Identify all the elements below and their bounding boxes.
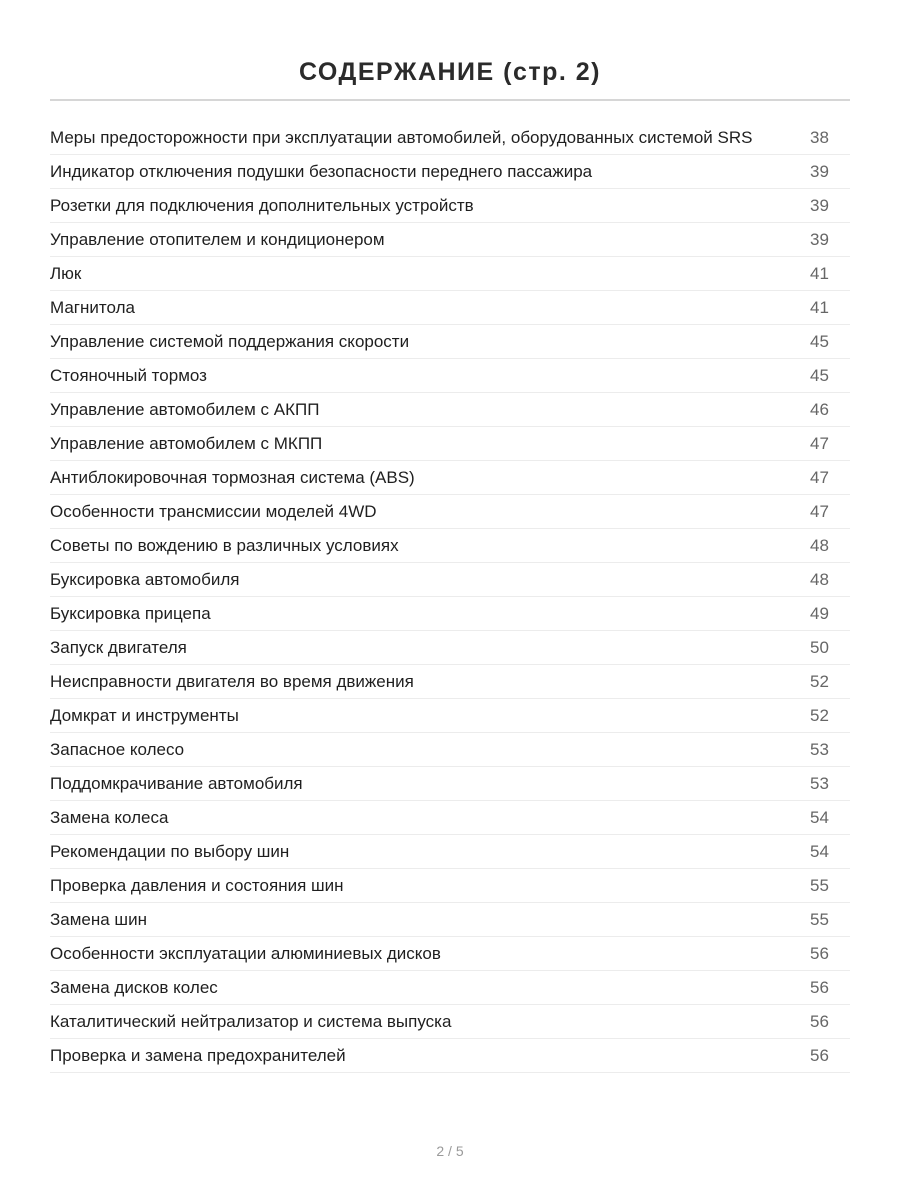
toc-entry-label: Антиблокировочная тормозная система (ABS) [50,468,415,487]
title-divider [50,99,850,101]
toc-entry-label: Замена дисков колес [50,978,218,997]
toc-entry-page-number: 39 [810,230,829,249]
toc-entry-label: Розетки для подключения дополнительных устройств [50,196,474,215]
toc-entry-page-number: 53 [810,774,829,793]
toc-entry-page-number: 54 [810,842,829,861]
toc-entry-label: Особенности эксплуатации алюминиевых дисков [50,944,441,963]
toc-entry-label: Управление автомобилем с МКПП [50,434,323,453]
toc-entry-page-number: 39 [810,196,829,215]
toc-entry[interactable] [50,631,850,665]
toc-entry-label: Советы по вождению в различных условиях [50,536,399,555]
toc-entry-page-number: 39 [810,162,829,181]
toc-entry-page-number: 38 [810,128,829,147]
toc-entry-page-number: 49 [810,604,829,623]
toc-entry[interactable] [50,223,850,257]
toc-entry-page-number: 52 [810,672,829,691]
toc-entry-label: Стояночный тормоз [50,366,207,385]
toc-entry-page-number: 55 [810,876,829,895]
toc-entry-label: Неисправности двигателя во время движения [50,672,414,691]
toc-entry-label: Домкрат и инструменты [50,706,239,725]
toc-entry-page-number: 41 [810,298,829,317]
toc-entry-page-number: 45 [810,366,829,385]
toc-entry-label: Поддомкрачивание автомобиля [50,774,303,793]
toc-entry-label: Управление отопителем и кондиционером [50,230,385,249]
toc-entry-page-number: 56 [810,1046,829,1065]
toc-entry-label: Магнитола [50,298,135,317]
toc-entry[interactable] [50,121,850,155]
toc-entry-page-number: 52 [810,706,829,725]
toc-entry[interactable] [50,903,850,937]
toc-entry-label: Особенности трансмиссии моделей 4WD [50,502,377,521]
toc-entry[interactable] [50,733,850,767]
toc-entry-page-number: 48 [810,570,829,589]
toc-entry[interactable] [50,325,850,359]
toc-entry-page-number: 56 [810,978,829,997]
toc-entry[interactable] [50,393,850,427]
toc-entry[interactable] [50,495,850,529]
toc-entry[interactable] [50,801,850,835]
toc-entry[interactable] [50,869,850,903]
toc-entry-label: Замена шин [50,910,147,929]
toc-entry[interactable] [50,427,850,461]
toc-entry-label: Рекомендации по выбору шин [50,842,290,861]
page-indicator: 2 / 5 [436,1143,464,1159]
toc-entry-label: Проверка и замена предохранителей [50,1046,346,1065]
toc-entry[interactable] [50,937,850,971]
toc-entry-label: Запуск двигателя [50,638,187,657]
toc-entry-page-number: 56 [810,944,829,963]
toc-entry-page-number: 54 [810,808,829,827]
toc-entry-page-number: 47 [810,502,829,521]
toc-entry[interactable] [50,155,850,189]
page-title: СОДЕРЖАНИЕ (стр. 2) [298,57,602,86]
toc-entry[interactable] [50,257,850,291]
toc-entry[interactable] [50,461,850,495]
toc-entry[interactable] [50,1039,850,1073]
toc-entry-label: Люк [50,264,82,283]
toc-entry-label: Запасное колесо [50,740,185,759]
toc-entry-page-number: 47 [810,434,829,453]
table-of-contents [50,121,850,1073]
toc-entry-page-number: 56 [810,1012,829,1031]
toc-entry-label: Управление автомобилем с АКПП [50,400,320,419]
toc-entry-page-number: 47 [810,468,829,487]
toc-entry-label: Буксировка прицепа [50,604,211,623]
toc-entry-page-number: 50 [810,638,829,657]
toc-entry-page-number: 53 [810,740,829,759]
toc-entry[interactable] [50,189,850,223]
toc-entry[interactable] [50,835,850,869]
toc-entry-label: Буксировка автомобиля [50,570,240,589]
toc-entry[interactable] [50,291,850,325]
toc-entry[interactable] [50,529,850,563]
toc-entry-label: Каталитический нейтрализатор и система выпуска [50,1012,452,1031]
toc-entry-label: Замена колеса [50,808,169,827]
toc-entry[interactable] [50,699,850,733]
toc-entry[interactable] [50,971,850,1005]
toc-entry-page-number: 55 [810,910,829,929]
toc-entry[interactable] [50,1005,850,1039]
toc-entry[interactable] [50,665,850,699]
toc-entry[interactable] [50,563,850,597]
toc-entry[interactable] [50,767,850,801]
toc-entry[interactable] [50,597,850,631]
toc-entry-label: Управление системой поддержания скорости [50,332,410,351]
toc-entry-page-number: 45 [810,332,829,351]
toc-entry-page-number: 48 [810,536,829,555]
toc-entry-label: Индикатор отключения подушки безопасности переднего пассажира [50,162,593,181]
toc-entry-label: Меры предосторожности при эксплуатации автомобилей, оборудованных системой SRS [50,128,753,147]
toc-entry-label: Проверка давления и состояния шин [50,876,344,895]
toc-entry[interactable] [50,359,850,393]
toc-entry-page-number: 41 [810,264,829,283]
toc-entry-page-number: 46 [810,400,829,419]
